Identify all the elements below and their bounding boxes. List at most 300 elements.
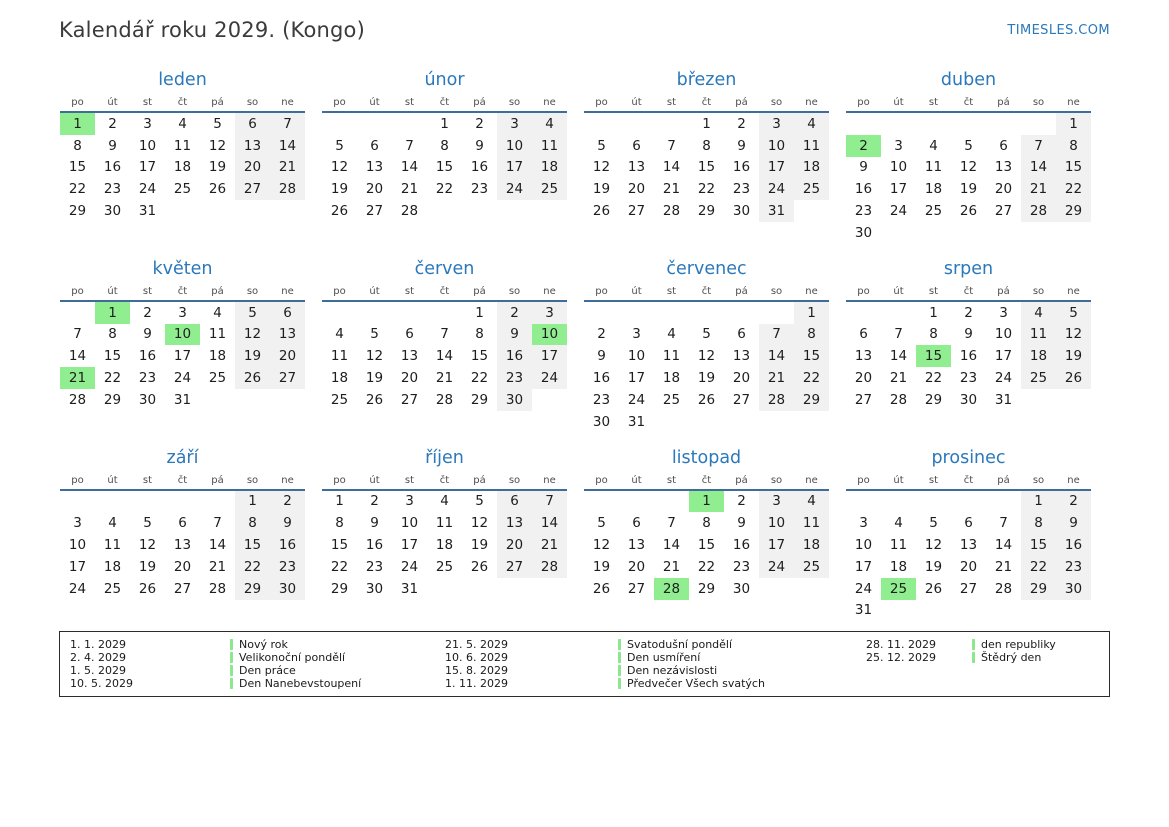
weekday-label: čt (439, 285, 450, 297)
day-cell: 19 (592, 181, 611, 198)
day-cell: 9 (964, 326, 973, 343)
page-header (0, 0, 1169, 42)
day-cell-empty (619, 302, 654, 324)
day-cell: 20 (270, 345, 305, 367)
day-cell-empty (392, 302, 427, 324)
day-cell: 13 (994, 159, 1013, 176)
day-cell: 27 (627, 580, 646, 597)
day-cell: 25 (881, 578, 916, 600)
day-cell: 1 (929, 304, 938, 321)
day-cell: 17 (173, 348, 192, 365)
day-cell-empty (689, 302, 724, 324)
day-cell: 3 (759, 113, 794, 135)
weekday-label: po (333, 97, 346, 108)
day-cell: 19 (235, 345, 270, 367)
day-cell: 16 (138, 348, 157, 365)
day-cell: 28 (889, 391, 908, 408)
day-cell: 30 (1056, 578, 1091, 600)
day-cell: 26 (959, 203, 978, 220)
weekday-header-row (846, 97, 1091, 113)
day-cell: 21 (662, 558, 681, 575)
weekday-label: st (666, 97, 677, 108)
day-cell: 5 (213, 115, 222, 132)
day-cell-empty (497, 578, 532, 600)
month-title: září (166, 447, 199, 468)
legend-holiday-name: Svatodušní pondělí (627, 638, 733, 652)
day-cell: 23 (497, 367, 532, 389)
day-cell: 14 (1021, 157, 1056, 179)
day-cell: 4 (929, 137, 938, 154)
day-cell-empty (1021, 389, 1056, 411)
weekday-label: st (666, 474, 677, 486)
day-cell: 17 (627, 370, 646, 387)
day-cell: 11 (794, 512, 829, 534)
month-title: srpen (943, 258, 994, 279)
day-cell: 27 (400, 391, 419, 408)
weekday-label: po (595, 97, 608, 108)
day-cell-empty (427, 200, 462, 222)
month-kveten (60, 259, 305, 433)
day-cell: 23 (470, 181, 489, 198)
day-cell-empty (759, 411, 794, 433)
day-cell: 4 (894, 515, 903, 532)
day-cell: 16 (103, 159, 122, 176)
day-cell: 22 (697, 558, 716, 575)
day-cell: 26 (208, 181, 227, 198)
month-days (846, 302, 1091, 411)
weekday-header-row (60, 475, 305, 491)
day-cell: 22 (470, 370, 489, 387)
day-cell-empty (881, 491, 916, 513)
weekday-label: čt (701, 97, 712, 108)
day-cell: 30 (959, 391, 978, 408)
day-cell-empty (654, 491, 689, 513)
day-cell-empty (986, 222, 1021, 244)
weekday-label: út (893, 474, 904, 486)
day-cell: 20 (497, 534, 532, 556)
day-cell: 2 (737, 493, 746, 510)
day-cell: 16 (497, 345, 532, 367)
day-cell-empty (1021, 600, 1056, 622)
day-cell: 26 (697, 391, 716, 408)
day-cell: 5 (964, 137, 973, 154)
day-cell: 4 (213, 304, 222, 321)
day-cell: 14 (662, 537, 681, 554)
day-cell: 15 (794, 345, 829, 367)
legend-date: 1. 5. 2029 (70, 664, 126, 678)
day-cell: 19 (924, 558, 943, 575)
day-cell: 8 (108, 326, 117, 343)
day-cell: 31 (854, 602, 873, 619)
weekday-label: so (1032, 97, 1045, 108)
day-cell-empty (759, 302, 794, 324)
weekday-header-row (846, 475, 1091, 491)
legend-date: 1. 1. 2029 (70, 638, 126, 652)
day-cell: 25 (103, 580, 122, 597)
day-cell: 31 (400, 580, 419, 597)
day-cell: 21 (435, 370, 454, 387)
day-cell: 11 (794, 135, 829, 157)
day-cell: 23 (959, 370, 978, 387)
day-cell: 3 (405, 493, 414, 510)
legend-holiday-name: Předvečer Všech svatých (627, 677, 765, 691)
day-cell: 21 (1021, 178, 1056, 200)
day-cell-empty (881, 302, 916, 324)
day-cell: 22 (1056, 178, 1091, 200)
day-cell: 4 (108, 515, 117, 532)
brand-link[interactable]: TIMESLES.COM (1007, 23, 1110, 38)
legend-group (445, 638, 866, 690)
month-days (846, 113, 1091, 244)
legend-group (866, 638, 1096, 690)
day-cell: 14 (270, 135, 305, 157)
day-cell: 21 (994, 558, 1013, 575)
weekday-label: čt (963, 474, 974, 486)
day-cell: 18 (889, 558, 908, 575)
month-prosinec (846, 448, 1091, 622)
weekday-label: so (246, 97, 259, 108)
day-cell-empty (951, 222, 986, 244)
day-cell: 10 (759, 512, 794, 534)
weekday-label: čt (177, 285, 188, 297)
day-cell: 19 (470, 537, 489, 554)
weekday-label: st (404, 97, 415, 108)
weekday-label: po (71, 474, 84, 486)
day-cell: 30 (732, 203, 751, 220)
day-cell: 5 (370, 326, 379, 343)
weekday-label: st (928, 97, 939, 108)
day-cell-empty (724, 302, 759, 324)
day-cell: 17 (759, 157, 794, 179)
month-title: únor (424, 70, 465, 90)
day-cell: 22 (68, 181, 87, 198)
day-cell: 15 (916, 345, 951, 367)
day-cell: 12 (470, 515, 489, 532)
day-cell: 3 (532, 302, 567, 324)
month-zari (60, 448, 305, 622)
day-cell: 7 (270, 113, 305, 135)
day-cell-empty (794, 411, 829, 433)
day-cell: 18 (208, 348, 227, 365)
day-cell: 26 (138, 580, 157, 597)
day-cell: 23 (270, 556, 305, 578)
day-cell: 22 (924, 370, 943, 387)
day-cell: 10 (400, 515, 419, 532)
month-days (322, 113, 567, 222)
day-cell-empty (427, 578, 462, 600)
weekday-label: po (71, 285, 84, 297)
day-cell-empty (619, 491, 654, 513)
legend-holiday-name: Štědrý den (981, 651, 1042, 665)
day-cell: 3 (859, 515, 868, 532)
month-srpen (846, 259, 1091, 433)
day-cell-empty (846, 302, 881, 324)
weekday-label: út (631, 97, 642, 108)
day-cell-empty (584, 113, 619, 135)
month-days (584, 113, 829, 222)
day-cell: 26 (330, 203, 349, 220)
holiday-marker-bar (618, 665, 621, 676)
day-cell-empty (654, 411, 689, 433)
month-title: květen (152, 258, 213, 279)
day-cell: 24 (173, 370, 192, 387)
day-cell: 8 (440, 137, 449, 154)
day-cell: 23 (732, 181, 751, 198)
day-cell: 1 (1021, 491, 1056, 513)
day-cell: 24 (68, 580, 87, 597)
day-cell: 3 (632, 326, 641, 343)
day-cell-empty (532, 578, 567, 600)
legend-holiday-name: Den práce (239, 664, 296, 678)
day-cell: 2 (597, 326, 606, 343)
month-title: prosinec (931, 447, 1006, 468)
weekday-label: pá (735, 97, 748, 108)
day-cell: 14 (759, 345, 794, 367)
day-cell-empty (986, 491, 1021, 513)
day-cell: 31 (627, 413, 646, 430)
day-cell: 24 (994, 370, 1013, 387)
day-cell: 13 (270, 324, 305, 346)
day-cell: 5 (143, 515, 152, 532)
day-cell: 4 (794, 113, 829, 135)
weekday-label: čt (701, 285, 712, 297)
day-cell: 20 (400, 370, 419, 387)
day-cell: 12 (208, 137, 227, 154)
legend-item (445, 664, 866, 677)
day-cell: 27 (627, 203, 646, 220)
month-rijen (322, 448, 567, 622)
day-cell: 22 (235, 556, 270, 578)
weekday-label: st (404, 474, 415, 486)
weekday-header-row (60, 97, 305, 113)
day-cell: 11 (532, 135, 567, 157)
day-cell: 31 (994, 391, 1013, 408)
day-cell: 18 (435, 537, 454, 554)
weekday-label: po (333, 474, 346, 486)
day-cell: 20 (627, 558, 646, 575)
day-cell-empty (200, 491, 235, 513)
day-cell: 16 (270, 534, 305, 556)
month-days (584, 302, 829, 433)
day-cell: 16 (732, 159, 751, 176)
legend-date: 21. 5. 2029 (445, 638, 508, 652)
day-cell: 17 (854, 558, 873, 575)
day-cell: 9 (270, 512, 305, 534)
day-cell: 8 (235, 512, 270, 534)
months-grid (60, 70, 1169, 621)
day-cell: 16 (854, 181, 873, 198)
month-days (60, 302, 305, 411)
day-cell: 18 (924, 181, 943, 198)
day-cell-empty (165, 200, 200, 222)
day-cell: 17 (497, 157, 532, 179)
day-cell-empty (165, 491, 200, 513)
day-cell: 30 (365, 580, 384, 597)
day-cell: 26 (470, 558, 489, 575)
holiday-marker-bar (972, 639, 975, 650)
day-cell: 10 (994, 326, 1013, 343)
day-cell: 26 (592, 580, 611, 597)
day-cell-empty (497, 200, 532, 222)
month-unor (322, 70, 567, 244)
weekday-label: ne (543, 97, 556, 108)
weekday-header-row (584, 475, 829, 491)
month-leden (60, 70, 305, 244)
day-cell: 21 (270, 157, 305, 179)
weekday-label: ne (1067, 97, 1080, 108)
month-days (846, 491, 1091, 622)
legend-item (445, 651, 866, 664)
day-cell: 27 (365, 203, 384, 220)
day-cell-empty (532, 389, 567, 411)
day-cell: 18 (173, 159, 192, 176)
day-cell: 8 (475, 326, 484, 343)
day-cell: 19 (330, 181, 349, 198)
day-cell: 29 (68, 203, 87, 220)
day-cell: 22 (103, 370, 122, 387)
day-cell: 2 (737, 115, 746, 132)
day-cell: 15 (330, 537, 349, 554)
day-cell: 12 (592, 537, 611, 554)
day-cell: 19 (959, 181, 978, 198)
weekday-label: st (142, 285, 153, 297)
day-cell: 18 (330, 370, 349, 387)
month-title: červen (414, 258, 475, 279)
day-cell: 1 (440, 115, 449, 132)
day-cell: 15 (235, 534, 270, 556)
day-cell-empty (392, 113, 427, 135)
holiday-marker-bar (230, 678, 233, 689)
weekday-label: so (770, 285, 783, 297)
day-cell: 21 (889, 370, 908, 387)
weekday-label: ne (281, 285, 294, 297)
day-cell: 13 (497, 512, 532, 534)
day-cell: 29 (470, 391, 489, 408)
day-cell: 25 (1021, 367, 1056, 389)
day-cell: 25 (532, 178, 567, 200)
day-cell: 10 (627, 348, 646, 365)
weekday-label: po (857, 474, 870, 486)
legend-group (70, 638, 445, 690)
month-days (322, 491, 567, 600)
weekday-header-row (60, 286, 305, 302)
day-cell-empty (235, 200, 270, 222)
day-cell: 3 (894, 137, 903, 154)
legend-item (70, 651, 445, 664)
day-cell: 9 (1056, 512, 1091, 534)
day-cell: 11 (1021, 324, 1056, 346)
day-cell: 5 (597, 515, 606, 532)
day-cell-empty (357, 302, 392, 324)
legend-holiday-name: Den usmíření (627, 651, 701, 665)
day-cell: 1 (475, 304, 484, 321)
day-cell: 22 (794, 367, 829, 389)
day-cell-empty (270, 200, 305, 222)
day-cell: 4 (335, 326, 344, 343)
day-cell-empty (200, 389, 235, 411)
day-cell: 2 (497, 302, 532, 324)
holiday-marker-bar (618, 639, 621, 650)
day-cell: 6 (737, 326, 746, 343)
day-cell-empty (951, 113, 986, 135)
day-cell: 30 (732, 580, 751, 597)
day-cell: 15 (470, 348, 489, 365)
day-cell: 13 (732, 348, 751, 365)
weekday-label: ne (543, 474, 556, 486)
day-cell: 7 (1021, 135, 1056, 157)
day-cell: 6 (964, 515, 973, 532)
day-cell-empty (881, 600, 916, 622)
weekday-label: út (369, 474, 380, 486)
day-cell: 22 (330, 558, 349, 575)
day-cell: 26 (924, 580, 943, 597)
day-cell: 24 (138, 181, 157, 198)
day-cell: 14 (889, 348, 908, 365)
day-cell: 2 (1056, 491, 1091, 513)
day-cell: 7 (894, 326, 903, 343)
weekday-label: ne (805, 97, 818, 108)
day-cell: 23 (1056, 556, 1091, 578)
day-cell: 11 (173, 137, 192, 154)
day-cell: 1 (235, 491, 270, 513)
day-cell-empty (724, 411, 759, 433)
day-cell-empty (986, 113, 1021, 135)
weekday-label: čt (963, 285, 974, 297)
weekday-label: út (107, 285, 118, 297)
month-title: listopad (671, 447, 742, 468)
day-cell: 17 (889, 181, 908, 198)
day-cell-empty (654, 113, 689, 135)
day-cell: 20 (959, 558, 978, 575)
day-cell-empty (60, 491, 95, 513)
day-cell: 2 (108, 115, 117, 132)
weekday-label: pá (997, 285, 1010, 297)
day-cell: 18 (103, 558, 122, 575)
page-title: Kalendář roku 2029. (Kongo) (59, 18, 366, 42)
weekday-label: pá (735, 474, 748, 486)
day-cell-empty (270, 389, 305, 411)
weekday-label: út (369, 285, 380, 297)
day-cell: 5 (1056, 302, 1091, 324)
day-cell: 12 (330, 159, 349, 176)
day-cell: 5 (235, 302, 270, 324)
day-cell: 30 (854, 224, 873, 241)
weekday-header-row (846, 286, 1091, 302)
day-cell: 9 (737, 137, 746, 154)
legend-date: 10. 5. 2029 (70, 677, 133, 691)
day-cell: 4 (178, 115, 187, 132)
weekday-label: pá (211, 285, 224, 297)
day-cell: 2 (475, 115, 484, 132)
day-cell-empty (951, 491, 986, 513)
day-cell: 26 (1056, 367, 1091, 389)
day-cell: 1 (60, 113, 95, 135)
day-cell: 12 (924, 537, 943, 554)
day-cell: 17 (532, 345, 567, 367)
day-cell: 5 (475, 493, 484, 510)
legend-date: 2. 4. 2029 (70, 651, 126, 665)
day-cell: 29 (1021, 578, 1056, 600)
day-cell-empty (130, 491, 165, 513)
day-cell: 19 (592, 558, 611, 575)
weekday-header-row (322, 97, 567, 113)
day-cell: 28 (654, 578, 689, 600)
day-cell: 10 (497, 135, 532, 157)
day-cell: 15 (103, 348, 122, 365)
day-cell-empty (916, 113, 951, 135)
legend-item (445, 638, 866, 651)
day-cell: 23 (592, 391, 611, 408)
